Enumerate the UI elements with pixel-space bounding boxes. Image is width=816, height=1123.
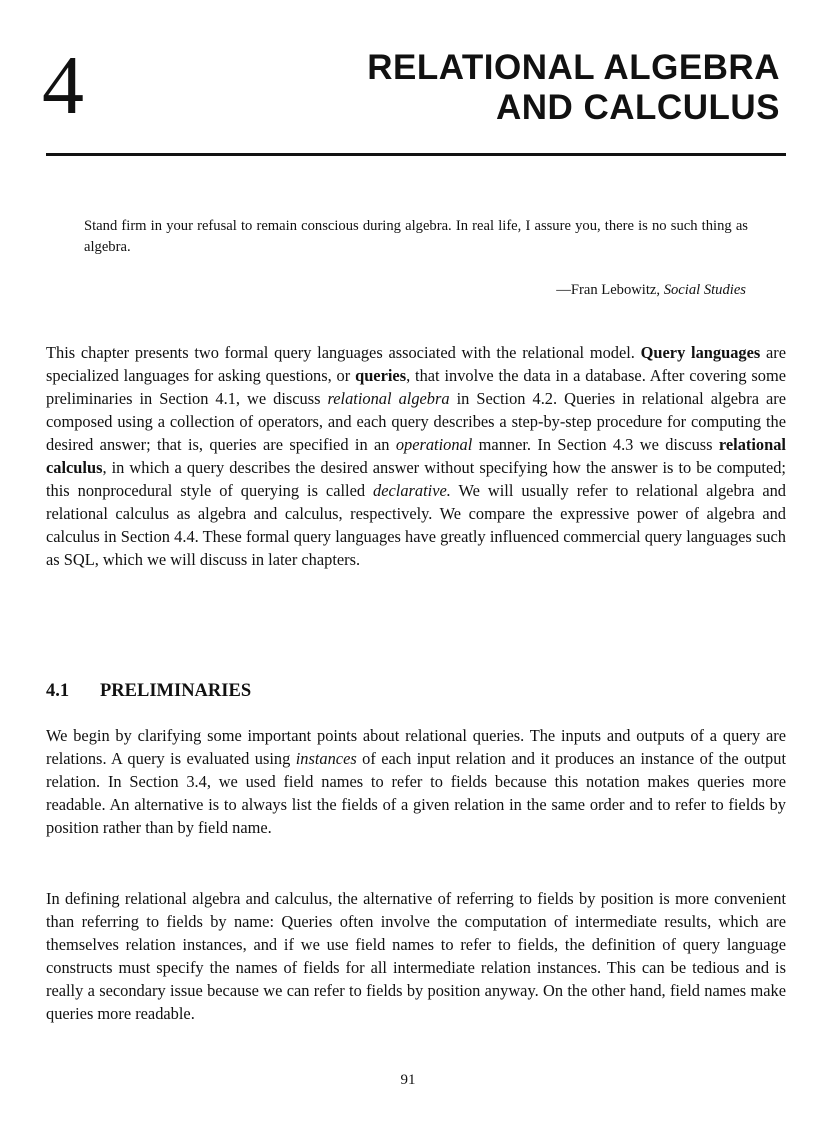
chapter-divider [46, 153, 786, 156]
epigraph-quote: Stand firm in your refusal to remain conscious during algebra. In real life, I assure you, there is no such thing as algebra. [84, 218, 748, 255]
term-operational: operational [395, 435, 473, 454]
prelim1-text-2: of each input relation and it produces an instance of the output relation. In Section 3.4, we used field names to refer to fields because this notation makes queries more readable. An alternative is to always list the fields of a given relation in the same order and to refer to fields by position rather than by field name. [46, 749, 787, 837]
chapter-number: 4 [42, 39, 84, 132]
term-queries: queries [355, 366, 407, 385]
attribution-work: Social Studies [663, 282, 746, 298]
term-instances: instances [295, 749, 357, 768]
chapter-title-line-2: AND CALCULUS [495, 88, 780, 127]
intro-paragraph [46, 341, 786, 571]
attribution-author: —Fran Lebowitz, [556, 282, 661, 298]
section-title: PRELIMINARIES [100, 681, 252, 701]
intro-text-3: , that involve the data in a database. After covering some preliminaries in Section 4.1, we discuss [46, 366, 786, 408]
term-declarative: declarative. [373, 481, 451, 500]
preliminaries-paragraph-2: In defining relational algebra and calculus, the alternative of referring to fields by position is more convenient than referring to fields by name: Queries often involve the computation of intermediate results, which are themselves relation instances, and if we use field names to refer to fields, the definition of query language constructs must specify the names of fields for all intermediate relation instances. This can be tedious and is really a secondary issue because we can refer to fields by position anyway. On the other hand, field names make queries more readable. [46, 889, 786, 1023]
section-number: 4.1 [46, 681, 70, 701]
chapter-title-line-1: RELATIONAL ALGEBRA [367, 48, 780, 87]
preliminaries-paragraph-1 [46, 724, 786, 839]
intro-text-2: are specialized languages for asking questions, or [46, 343, 786, 385]
prelim1-text-1: We begin by clarifying some important points about relational queries. The inputs and outputs of a query are relations. A query is evaluated using [46, 726, 786, 768]
term-relational-calculus: relational calculus [46, 435, 786, 477]
epigraph-attribution [246, 280, 746, 301]
intro-text-1: This chapter presents two formal query languages associated with the relational model. [46, 343, 641, 362]
section-heading [46, 679, 251, 703]
intro-text-4: in Section 4.2. Queries in relational algebra are composed using a collection of operators, and each query describes a step-by-step procedure for computing the desired answer; that is, queries are specified in an [46, 389, 786, 454]
intro-text-6: , in which a query describes the desired answer without specifying how the answer is to be computed; this nonprocedural style of querying is called [46, 458, 786, 500]
intro-text-7: We will usually refer to relational algebra and relational calculus as algebra and calculus, respectively. We compare the expressive power of algebra and calculus in Section 4.4. These formal query languages have greatly influenced commercial query languages such as SQL, which we will discuss in later chapters. [46, 481, 787, 569]
intro-text-5: manner. In Section 4.3 we discuss [472, 435, 719, 454]
term-relational-algebra: relational algebra [327, 389, 450, 408]
term-query-languages: Query languages [640, 343, 761, 362]
chapter-title [220, 48, 780, 128]
page-number: 91 [400, 1072, 416, 1088]
